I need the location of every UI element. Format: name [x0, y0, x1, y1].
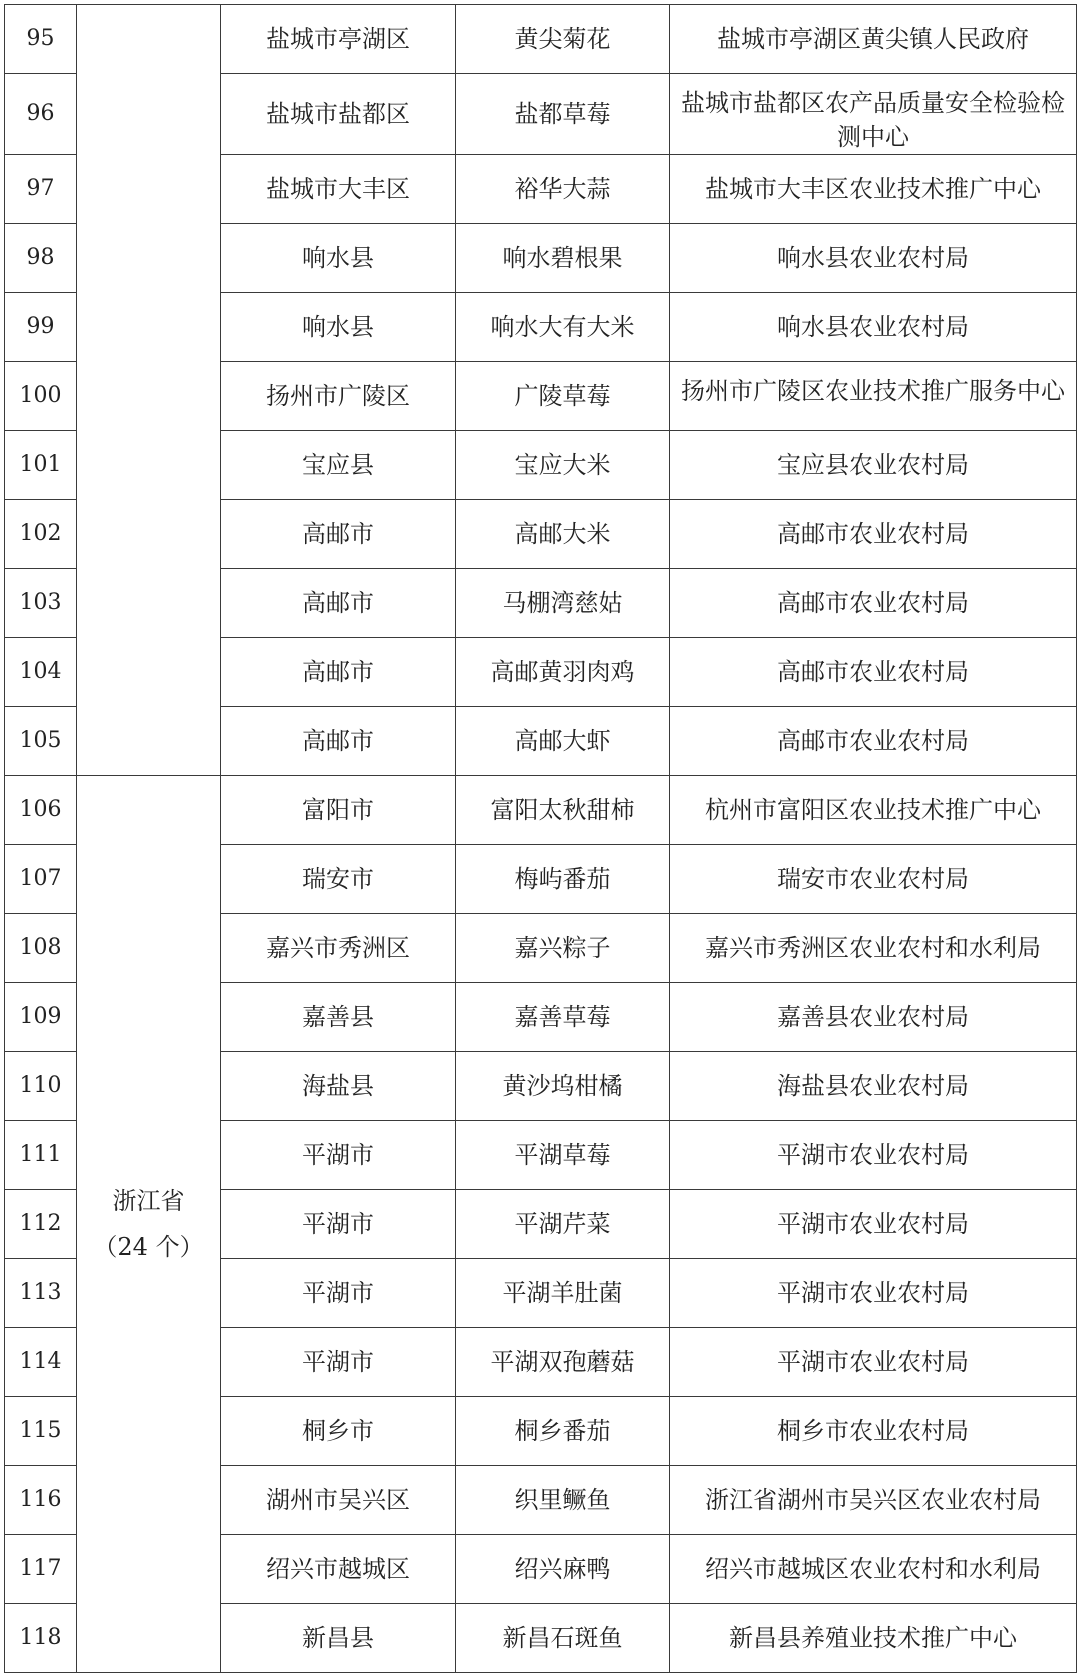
unit-cell: 桐乡市农业农村局 [670, 1397, 1077, 1466]
row-number: 116 [5, 1466, 77, 1535]
product-cell: 黄沙坞柑橘 [456, 1052, 670, 1121]
product-cell: 平湖双孢蘑菇 [456, 1328, 670, 1397]
region-cell: 盐城市大丰区 [221, 155, 456, 224]
unit-cell: 高邮市农业农村局 [670, 500, 1077, 569]
region-cell: 海盐县 [221, 1052, 456, 1121]
unit-cell: 扬州市广陵区农业技术推广服务中心 [670, 362, 1077, 431]
product-table [4, 4, 1077, 1673]
product-cell: 盐都草莓 [456, 74, 670, 155]
row-number: 114 [5, 1328, 77, 1397]
product-cell: 响水碧根果 [456, 224, 670, 293]
region-cell: 平湖市 [221, 1121, 456, 1190]
product-cell: 富阳太秋甜柿 [456, 776, 670, 845]
row-number: 101 [5, 431, 77, 500]
unit-cell: 绍兴市越城区农业农村和水利局 [670, 1535, 1077, 1604]
unit-cell: 宝应县农业农村局 [670, 431, 1077, 500]
row-number: 107 [5, 845, 77, 914]
row-number: 117 [5, 1535, 77, 1604]
table-row [5, 776, 1077, 845]
unit-cell: 平湖市农业农村局 [670, 1328, 1077, 1397]
region-cell: 高邮市 [221, 707, 456, 776]
unit-cell: 浙江省湖州市吴兴区农业农村局 [670, 1466, 1077, 1535]
row-number: 97 [5, 155, 77, 224]
row-number: 115 [5, 1397, 77, 1466]
product-cell: 广陵草莓 [456, 362, 670, 431]
row-number: 106 [5, 776, 77, 845]
unit-cell: 平湖市农业农村局 [670, 1190, 1077, 1259]
region-cell: 扬州市广陵区 [221, 362, 456, 431]
region-cell: 盐城市盐都区 [221, 74, 456, 155]
row-number: 118 [5, 1604, 77, 1673]
province-count: （24 个） [93, 1233, 204, 1261]
row-number: 104 [5, 638, 77, 707]
row-number: 111 [5, 1121, 77, 1190]
row-number: 110 [5, 1052, 77, 1121]
product-cell: 平湖芹菜 [456, 1190, 670, 1259]
region-cell: 绍兴市越城区 [221, 1535, 456, 1604]
row-number: 99 [5, 293, 77, 362]
row-number: 98 [5, 224, 77, 293]
row-number: 102 [5, 500, 77, 569]
product-cell: 高邮大米 [456, 500, 670, 569]
product-cell: 平湖草莓 [456, 1121, 670, 1190]
region-cell: 富阳市 [221, 776, 456, 845]
product-cell: 嘉兴粽子 [456, 914, 670, 983]
region-cell: 平湖市 [221, 1259, 456, 1328]
unit-cell: 高邮市农业农村局 [670, 569, 1077, 638]
row-number: 95 [5, 5, 77, 74]
region-cell: 嘉兴市秀洲区 [221, 914, 456, 983]
row-number: 113 [5, 1259, 77, 1328]
unit-cell: 高邮市农业农村局 [670, 638, 1077, 707]
product-cell: 响水大有大米 [456, 293, 670, 362]
product-cell: 梅屿番茄 [456, 845, 670, 914]
unit-cell: 嘉善县农业农村局 [670, 983, 1077, 1052]
row-number: 103 [5, 569, 77, 638]
province-name: 浙江省 [112, 1187, 185, 1215]
row-number: 108 [5, 914, 77, 983]
row-number: 100 [5, 362, 77, 431]
region-cell: 宝应县 [221, 431, 456, 500]
unit-cell: 杭州市富阳区农业技术推广中心 [670, 776, 1077, 845]
region-cell: 响水县 [221, 224, 456, 293]
product-cell: 嘉善草莓 [456, 983, 670, 1052]
row-number: 105 [5, 707, 77, 776]
product-cell: 黄尖菊花 [456, 5, 670, 74]
region-cell: 响水县 [221, 293, 456, 362]
unit-cell: 瑞安市农业农村局 [670, 845, 1077, 914]
region-cell: 盐城市亭湖区 [221, 5, 456, 74]
region-cell: 桐乡市 [221, 1397, 456, 1466]
province-cell [77, 776, 221, 1673]
unit-cell: 高邮市农业农村局 [670, 707, 1077, 776]
unit-cell: 海盐县农业农村局 [670, 1052, 1077, 1121]
region-cell: 平湖市 [221, 1190, 456, 1259]
unit-cell: 新昌县养殖业技术推广中心 [670, 1604, 1077, 1673]
region-cell: 嘉善县 [221, 983, 456, 1052]
unit-cell: 平湖市农业农村局 [670, 1259, 1077, 1328]
unit-cell: 平湖市农业农村局 [670, 1121, 1077, 1190]
product-cell: 绍兴麻鸭 [456, 1535, 670, 1604]
province-cell [77, 5, 221, 776]
product-cell: 马棚湾慈姑 [456, 569, 670, 638]
region-cell: 高邮市 [221, 569, 456, 638]
unit-cell: 盐城市亭湖区黄尖镇人民政府 [670, 5, 1077, 74]
region-cell: 高邮市 [221, 638, 456, 707]
product-cell: 宝应大米 [456, 431, 670, 500]
row-number: 96 [5, 74, 77, 155]
unit-cell: 嘉兴市秀洲区农业农村和水利局 [670, 914, 1077, 983]
unit-cell: 盐城市大丰区农业技术推广中心 [670, 155, 1077, 224]
row-number: 109 [5, 983, 77, 1052]
product-cell: 桐乡番茄 [456, 1397, 670, 1466]
product-cell: 高邮黄羽肉鸡 [456, 638, 670, 707]
table-row [5, 5, 1077, 74]
product-cell: 高邮大虾 [456, 707, 670, 776]
region-cell: 湖州市吴兴区 [221, 1466, 456, 1535]
unit-cell: 响水县农业农村局 [670, 224, 1077, 293]
region-cell: 高邮市 [221, 500, 456, 569]
unit-cell: 盐城市盐都区农产品质量安全检验检测中心 [670, 74, 1077, 155]
product-cell: 裕华大蒜 [456, 155, 670, 224]
region-cell: 平湖市 [221, 1328, 456, 1397]
table-body [5, 5, 1077, 1673]
row-number: 112 [5, 1190, 77, 1259]
region-cell: 新昌县 [221, 1604, 456, 1673]
region-cell: 瑞安市 [221, 845, 456, 914]
product-cell: 织里鳜鱼 [456, 1466, 670, 1535]
unit-cell: 响水县农业农村局 [670, 293, 1077, 362]
product-cell: 新昌石斑鱼 [456, 1604, 670, 1673]
product-cell: 平湖羊肚菌 [456, 1259, 670, 1328]
